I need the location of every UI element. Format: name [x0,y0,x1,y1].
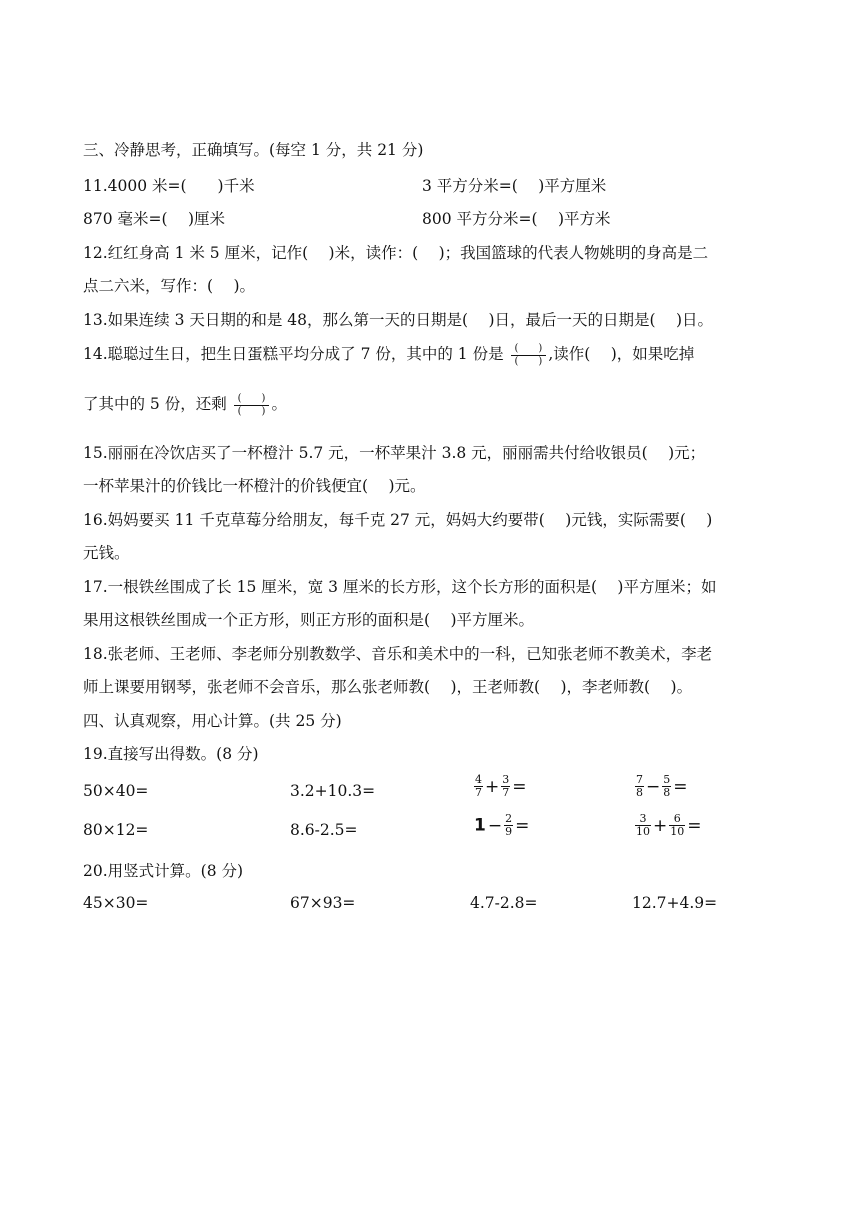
calc-67x93: 67×93= [290,894,356,912]
q14-line-1 [83,342,694,368]
q11-part-b: 3 平方分米=( )平方厘米 [422,177,607,195]
q14-line-2 [83,392,287,418]
q18-line-1: 18.张老师、王老师、李老师分别教数学、音乐和美术中的一科，已知张老师不教美术，李老 [83,645,713,663]
calc-fraction-2: $\frac{7}{8}$ − $\frac{5}{8}$ = [636,773,688,799]
q20-title: 20.用竖式计算。(8 分) [83,862,244,880]
calc-80x12: 80×12= [83,821,149,839]
q12-line-2: 点二六米，写作：( )。 [83,277,256,295]
q17-line-1: 17.一根铁丝围成了长 15 厘米，宽 3 厘米的长方形，这个长方形的面积是( )平方厘米；如 [83,578,717,596]
q14-text-d: 。 [271,395,287,413]
q11-part-d: 800 平方分米=( )平方米 [422,210,611,228]
fraction-numerator: ( ) [234,393,270,406]
calc-fraction-1: $\frac{4}{7}$ + $\frac{3}{7}$ = [475,773,527,799]
q17-line-2: 果用这根铁丝围成一个正方形，则正方形的面积是( )平方厘米。 [83,611,535,629]
section-3-title: 三、冷静思考，正确填写。(每空 1 分，共 21 分) [83,141,424,159]
fraction-denominator: ( ) [514,355,543,367]
q15-line-1: 15.丽丽在冷饮店买了一杯橙汁 5.7 元，一杯苹果汁 3.8 元，丽丽需共付给收银员( )元； [83,444,706,462]
q14-text-b: ,读作( )，如果吃掉 [548,345,695,363]
q11-part-a: 11.4000 米=( )千米 [83,177,255,195]
q14-fraction-blank-1 [511,343,547,368]
q14-text-c: 了其中的 5 份，还剩 [83,395,227,413]
calc-12.7+4.9: 12.7+4.9= [632,894,718,912]
q13: 13.如果连续 3 天日期的和是 48，那么第一天的日期是( )日，最后一天的日期是( )日。 [83,311,714,329]
q11-part-c: 870 毫米=( )厘米 [83,210,226,228]
fraction-denominator: ( ) [237,405,266,417]
calc-4.7-2.8: 4.7-2.8= [470,894,538,912]
calc-3.2+10.3: 3.2+10.3= [290,782,376,800]
q16-line-2: 元钱。 [83,544,130,562]
calc-fraction-4: $\frac{3}{10}$ + $\frac{6}{10}$ = [636,812,702,838]
q15-line-2: 一杯苹果汁的价钱比一杯橙汁的价钱便宜( )元。 [83,477,426,495]
calc-45x30: 45×30= [83,894,149,912]
section-4-title: 四、认真观察，用心计算。(共 25 分) [83,712,342,730]
q19-title: 19.直接写出得数。(8 分) [83,745,259,763]
calc-fraction-3: 1 − $\frac{2}{9}$ = [474,812,530,838]
calc-8.6-2.5: 8.6-2.5= [290,821,358,839]
q16-line-1: 16.妈妈要买 11 千克草莓分给朋友，每千克 27 元，妈妈大约要带( )元钱，实际需要( ) [83,511,713,529]
calc-50x40: 50×40= [83,782,149,800]
q18-line-2: 师上课要用钢琴，张老师不会音乐，那么张老师教( )，王老师教( )，李老师教( )。 [83,678,693,696]
fraction-numerator: ( ) [511,343,547,356]
q14-fraction-blank-2 [234,393,270,418]
q12-line-1: 12.红红身高 1 米 5 厘米，记作( )米，读作：( )；我国篮球的代表人物姚明的身高是二 [83,244,709,262]
q14-text-a: 14.聪聪过生日，把生日蛋糕平均分成了 7 份，其中的 1 份是 [83,345,504,363]
